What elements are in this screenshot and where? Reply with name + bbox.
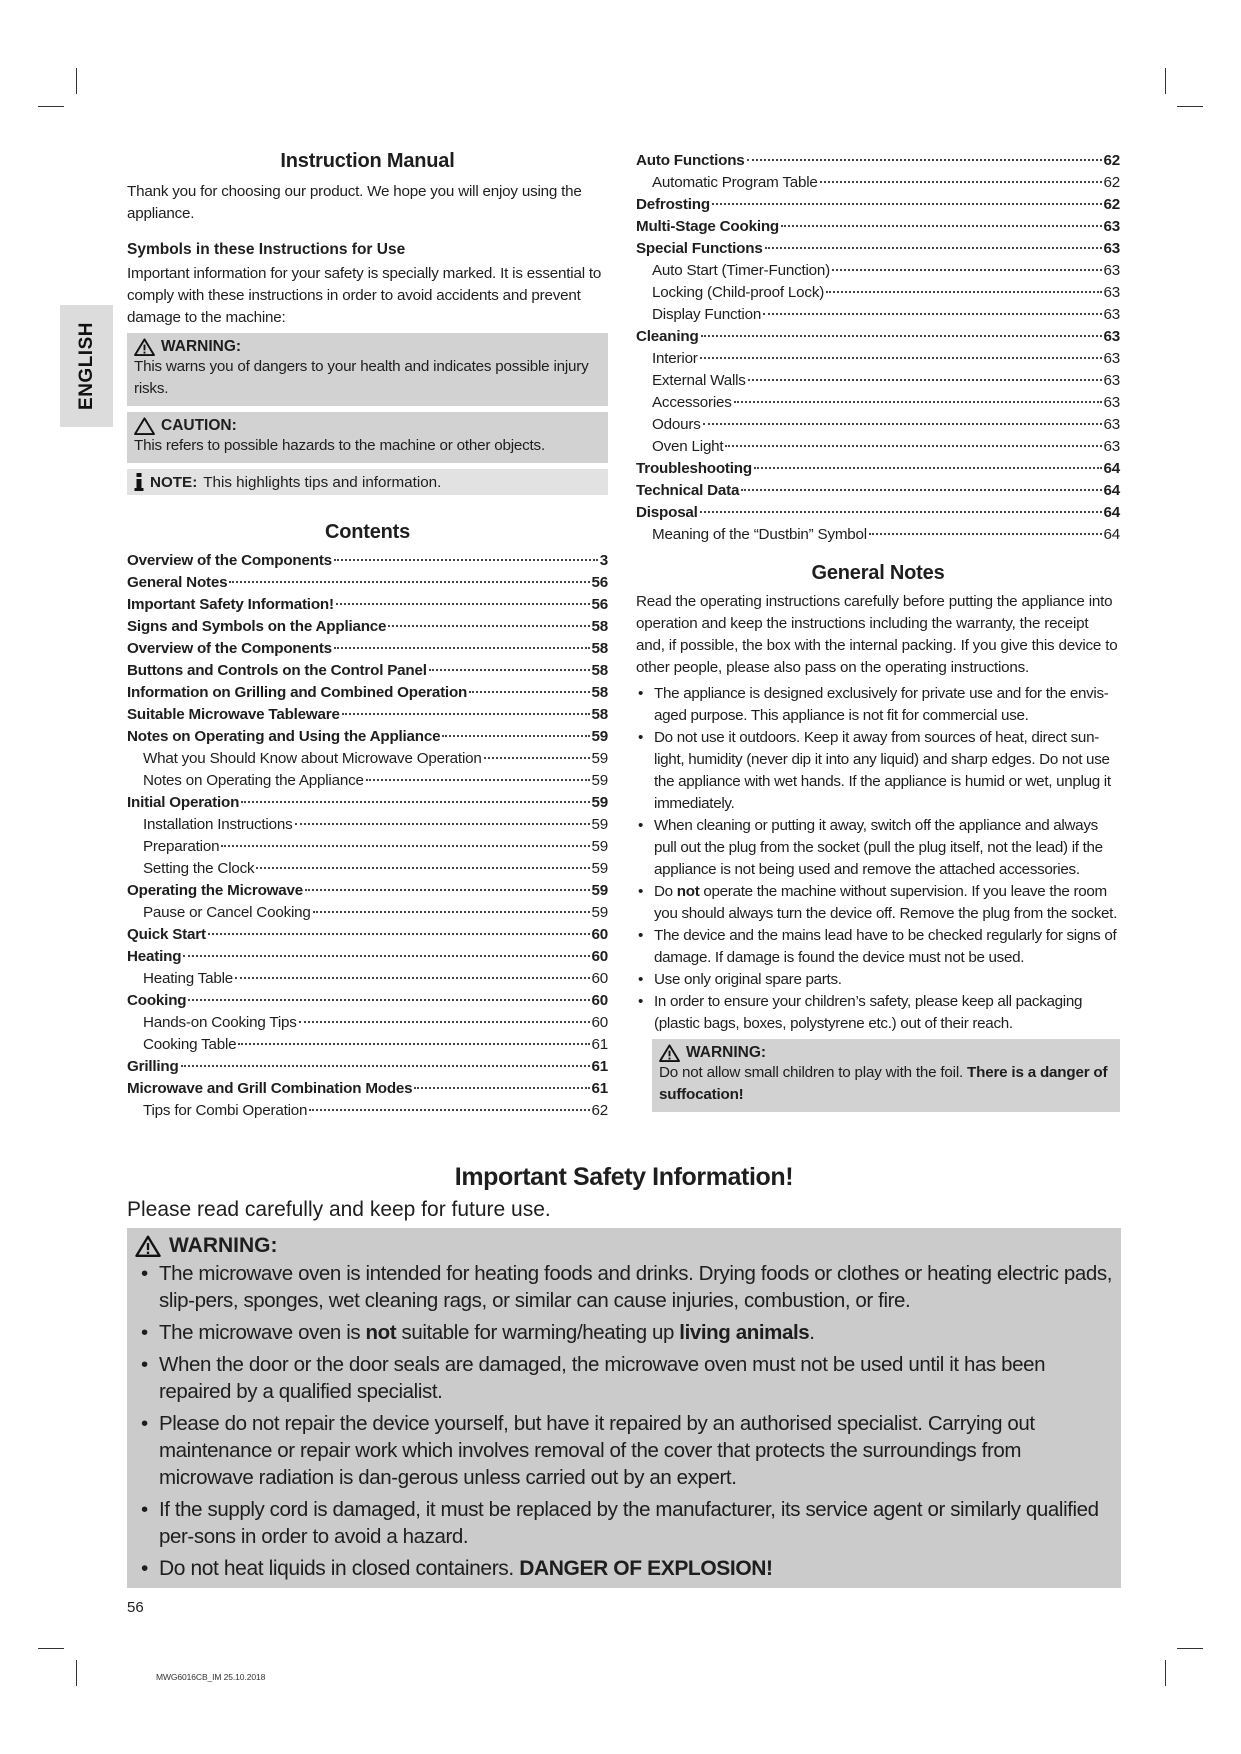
contents-list-right [636, 152, 1120, 548]
toc-entry-label: Information on Grilling and Combined Operation [127, 684, 468, 701]
toc-entry-page: 61 [591, 1036, 608, 1053]
toc-entry-label: Overview of the Components [127, 640, 332, 657]
toc-entry [636, 284, 1120, 306]
caution-box [127, 412, 608, 463]
toc-entry [636, 526, 1120, 548]
toc-entry-label: Automatic Program Table [652, 174, 818, 191]
toc-entry-page: 64 [1103, 504, 1120, 521]
toc-entry-label: Cleaning [636, 328, 699, 345]
toc-entry [127, 596, 608, 618]
toc-entry-label: Setting the Clock [143, 860, 255, 877]
list-item-text: Do not use it outdoors. Keep it away from sources of heat, direct sun-light, humidity (never dip it into any liquid) and sharp edges. Do not use the appliance with wet hands. If the appliance is humid or wet, unplug it immediately. [654, 729, 1111, 812]
toc-entry-page: 60 [591, 926, 608, 943]
toc-entry [127, 904, 608, 926]
toc-entry-page: 63 [1103, 438, 1120, 455]
toc-entry [127, 684, 608, 706]
toc-entry [636, 240, 1120, 262]
toc-entry-page: 59 [591, 904, 608, 921]
toc-leader-dots [313, 911, 590, 913]
toc-entry-page: 63 [1103, 394, 1120, 411]
toc-entry [636, 218, 1120, 240]
toc-entry-label: Auto Functions [636, 152, 745, 169]
toc-entry-label: Oven Light [652, 438, 724, 455]
safety-warning-box [127, 1228, 1121, 1588]
toc-leader-dots [221, 845, 589, 847]
toc-leader-dots [701, 335, 1102, 337]
toc-entry [636, 152, 1120, 174]
safety-intro: Please read carefully and keep for future use. [127, 1198, 551, 1221]
left-column [127, 150, 608, 1124]
toc-leader-dots [295, 823, 590, 825]
list-item-text: . [809, 1321, 815, 1344]
list-item-text: operate the machine without supervision. If you leave the room you should always turn the device off. Remove the plug from the socket. [654, 883, 1117, 922]
toc-entry [127, 794, 608, 816]
general-notes-warning-label: WARNING: [686, 1044, 767, 1061]
list-item [636, 815, 1120, 881]
crop-mark [38, 106, 64, 107]
toc-leader-dots [208, 933, 590, 935]
list-item [135, 1260, 1113, 1314]
toc-entry-label: Grilling [127, 1058, 179, 1075]
toc-entry-label: Cooking [127, 992, 187, 1009]
toc-leader-dots [305, 889, 589, 891]
toc-entry-label: Special Functions [636, 240, 763, 257]
toc-leader-dots [741, 489, 1101, 491]
toc-entry-label: Heating [127, 948, 182, 965]
note-label: NOTE: [150, 473, 198, 491]
safety-section [127, 1163, 1121, 1588]
toc-entry [127, 992, 608, 1014]
toc-entry [127, 750, 608, 772]
general-notes-warning-text [659, 1062, 1113, 1106]
toc-entry-label: Operating the Microwave [127, 882, 304, 899]
toc-entry-label: Tips for Combi Operation [143, 1102, 308, 1119]
toc-entry [636, 504, 1120, 526]
toc-leader-dots [342, 713, 590, 715]
toc-leader-dots [734, 401, 1102, 403]
toc-entry-page: 3 [599, 552, 608, 569]
toc-entry [127, 662, 608, 684]
toc-entry [127, 860, 608, 882]
list-item [636, 881, 1120, 925]
note-text: This highlights tips and information. [203, 473, 442, 491]
toc-entry-label: Cooking Table [143, 1036, 237, 1053]
list-item [636, 925, 1120, 969]
toc-entry-label: General Notes [127, 574, 228, 591]
toc-entry-page: 62 [591, 1102, 608, 1119]
general-notes-text: Read the operating instructions carefully before putting the appliance into operation and keep the instructions including the warranty, the receipt and, if possible, the box with the internal packing. If you give this device to other people, please also pass on the operating instructions. [636, 593, 1118, 676]
toc-entry-page: 58 [591, 684, 608, 701]
list-item-emphasis: living animals [679, 1321, 810, 1344]
toc-entry-label: Disposal [636, 504, 698, 521]
toc-entry [127, 838, 608, 860]
warning-text: This warns you of dangers to your health and indicates possible injury risks. [134, 358, 589, 397]
caution-label: CAUTION: [161, 417, 237, 434]
toc-leader-dots [484, 757, 590, 759]
toc-entry-page: 58 [591, 706, 608, 723]
crop-mark [38, 1648, 64, 1649]
toc-entry-page: 62 [1103, 152, 1120, 169]
toc-entry [636, 262, 1120, 284]
contents-list-left [127, 552, 608, 1124]
toc-entry [127, 948, 608, 970]
warning-box [127, 333, 608, 406]
warning-triangle-icon [135, 1235, 161, 1257]
language-tab [60, 305, 113, 427]
toc-entry-label: Defrosting [636, 196, 710, 213]
toc-entry-page: 63 [1103, 240, 1120, 257]
toc-leader-dots [241, 801, 589, 803]
toc-leader-dots [442, 735, 589, 737]
caution-triangle-icon [134, 417, 155, 435]
toc-leader-dots [235, 977, 590, 979]
list-item-text: In order to ensure your children’s safety, please keep all packaging (plastic bags, boxes, polystyrene etc.) out of their reach. [654, 993, 1083, 1032]
toc-entry-page: 61 [591, 1058, 608, 1075]
toc-entry-label: Buttons and Controls on the Control Panel [127, 662, 427, 679]
toc-leader-dots [869, 533, 1102, 535]
toc-entry-label: Locking (Child-proof Lock) [652, 284, 825, 301]
toc-leader-dots [712, 203, 1102, 205]
toc-entry-page: 63 [1103, 218, 1120, 235]
toc-entry [127, 706, 608, 728]
list-item-text: When the door or the door seals are damaged, the microwave oven must not be used until it has been repaired by a qualified specialist. [159, 1353, 1046, 1403]
toc-entry-label: Notes on Operating the Appliance [143, 772, 364, 789]
warning-triangle-icon [134, 338, 155, 356]
toc-entry-page: 58 [591, 640, 608, 657]
toc-entry-page: 60 [591, 948, 608, 965]
toc-entry-page: 60 [591, 1014, 608, 1031]
toc-entry-page: 63 [1103, 350, 1120, 367]
toc-leader-dots [334, 647, 590, 649]
toc-leader-dots [725, 445, 1101, 447]
toc-leader-dots [183, 955, 589, 957]
right-column [636, 152, 1120, 1112]
list-item-text: Do not heat liquids in closed containers. [159, 1557, 520, 1580]
crop-mark [1165, 68, 1166, 94]
toc-entry-label: Suitable Microwave Tableware [127, 706, 340, 723]
toc-entry [127, 1036, 608, 1058]
list-item [135, 1319, 1113, 1346]
crop-mark [1177, 106, 1203, 107]
list-item-text: The microwave oven is intended for heating foods and drinks. Drying foods or clothes or heating electric pads, slip-pers, sponges, wet cleaning rags, or similar can cause injuries, combustion, or fire. [159, 1262, 1113, 1312]
toc-entry [636, 328, 1120, 350]
safety-title: Important Safety Information! [454, 1163, 794, 1191]
caution-text: This refers to possible hazards to the machine or other objects. [134, 437, 545, 454]
toc-leader-dots [469, 691, 589, 693]
toc-leader-dots [703, 423, 1102, 425]
contents-title: Contents [324, 521, 411, 543]
toc-entry [636, 350, 1120, 372]
toc-entry-label: Notes on Operating and Using the Appliance [127, 728, 441, 745]
toc-entry-page: 64 [1103, 482, 1120, 499]
general-notes-warning-plain: Do not allow small children to play with the foil. [659, 1064, 968, 1081]
toc-entry-label: Auto Start (Timer-Function) [652, 262, 831, 279]
toc-entry-label: What you Should Know about Microwave Operation [143, 750, 482, 767]
toc-entry [127, 728, 608, 750]
toc-entry-page: 59 [591, 750, 608, 767]
list-item [135, 1555, 1113, 1582]
toc-entry-page: 62 [1103, 196, 1120, 213]
list-item-text: Use only original spare parts. [654, 971, 842, 988]
list-item [636, 969, 1120, 991]
toc-entry-page: 58 [591, 662, 608, 679]
intro-text: Thank you for choosing our product. We hope you will enjoy using the appliance. [127, 183, 582, 222]
toc-entry-page: 62 [1103, 174, 1120, 191]
toc-leader-dots [700, 511, 1102, 513]
toc-entry-page: 59 [591, 838, 608, 855]
toc-entry-label: Troubleshooting [636, 460, 752, 477]
toc-entry [127, 970, 608, 992]
safety-warning-label: WARNING: [169, 1234, 278, 1257]
toc-entry-page: 59 [591, 772, 608, 789]
toc-entry-page: 59 [591, 728, 608, 745]
toc-entry-page: 58 [591, 618, 608, 635]
symbols-heading: Symbols in these Instructions for Use [127, 241, 406, 258]
toc-leader-dots [238, 1043, 589, 1045]
list-item [636, 991, 1120, 1035]
list-item-text: The appliance is designed exclusively for private use and for the envis-aged purpose. This appliance is not fit for commercial use. [654, 685, 1109, 724]
toc-entry-label: Initial Operation [127, 794, 240, 811]
list-item [135, 1410, 1113, 1491]
toc-entry [127, 926, 608, 948]
toc-entry-label: Hands-on Cooking Tips [143, 1014, 297, 1031]
toc-leader-dots [765, 247, 1102, 249]
toc-entry-label: Multi-Stage Cooking [636, 218, 780, 235]
toc-entry [636, 196, 1120, 218]
toc-entry-page: 61 [591, 1080, 608, 1097]
toc-entry-page: 63 [1103, 372, 1120, 389]
toc-entry-label: Installation Instructions [143, 816, 293, 833]
instruction-manual-title: Instruction Manual [280, 150, 455, 172]
toc-leader-dots [388, 625, 589, 627]
list-item [135, 1351, 1113, 1405]
toc-entry-label: Microwave and Grill Combination Modes [127, 1080, 413, 1097]
toc-entry-page: 63 [1103, 262, 1120, 279]
toc-entry-page: 59 [591, 860, 608, 877]
general-notes-title: General Notes [811, 562, 945, 584]
warning-triangle-icon [659, 1044, 680, 1062]
toc-entry-page: 56 [591, 574, 608, 591]
toc-leader-dots [229, 581, 589, 583]
list-item-text: When cleaning or putting it away, switch off the appliance and always pull out the plug from the socket (pull the plug itself, not the lead) if the appliance is not being used and remove the attached accessories. [654, 817, 1103, 878]
crop-mark [1165, 1660, 1166, 1686]
toc-leader-dots [429, 669, 590, 671]
warning-label: WARNING: [161, 338, 242, 355]
toc-leader-dots [334, 559, 598, 561]
toc-entry-page: 63 [1103, 284, 1120, 301]
safety-list [135, 1260, 1113, 1582]
crop-mark [1177, 1648, 1203, 1649]
toc-leader-dots [366, 779, 590, 781]
list-item-text: suitable for warming/heating up [396, 1321, 680, 1344]
toc-entry-page: 64 [1103, 526, 1120, 543]
toc-entry-page: 63 [1103, 328, 1120, 345]
list-item-text: Please do not repair the device yourself, but have it repaired by an authorised specialist. Carrying out maintenance or repair work which involves removal of the cover that protects the surroundings from microwave radiation is dan-gerous unless carried out by an expert. [159, 1412, 1035, 1489]
toc-entry [636, 394, 1120, 416]
toc-entry [127, 1102, 608, 1124]
toc-leader-dots [747, 159, 1102, 161]
toc-entry [127, 1080, 608, 1102]
toc-entry-label: Technical Data [636, 482, 740, 499]
toc-leader-dots [763, 313, 1101, 315]
toc-entry [636, 174, 1120, 196]
toc-entry-label: Accessories [652, 394, 732, 411]
toc-entry [127, 574, 608, 596]
toc-leader-dots [188, 999, 589, 1001]
toc-entry-label: Interior [652, 350, 698, 367]
toc-entry [636, 416, 1120, 438]
toc-entry [127, 640, 608, 662]
page-number: 56 [127, 1599, 144, 1616]
toc-entry [127, 618, 608, 640]
note-box [127, 469, 608, 495]
toc-entry-page: 59 [591, 882, 608, 899]
toc-entry-page: 59 [591, 794, 608, 811]
toc-entry-label: Display Function [652, 306, 762, 323]
toc-entry-page: 59 [591, 816, 608, 833]
toc-leader-dots [181, 1065, 590, 1067]
general-notes-list [636, 683, 1120, 1035]
toc-entry [636, 372, 1120, 394]
toc-entry-label: Preparation [143, 838, 220, 855]
toc-entry [127, 882, 608, 904]
list-item-text: Do [654, 883, 677, 900]
toc-entry-page: 64 [1103, 460, 1120, 477]
toc-leader-dots [309, 1109, 589, 1111]
toc-entry [127, 1014, 608, 1036]
general-notes-warning-bold: There is a danger of suffocation! [659, 1064, 1108, 1103]
toc-entry [127, 552, 608, 574]
toc-leader-dots [754, 467, 1102, 469]
toc-entry [127, 816, 608, 838]
toc-entry-page: 56 [591, 596, 608, 613]
toc-leader-dots [820, 181, 1102, 183]
info-icon [134, 473, 144, 491]
crop-mark [76, 1660, 77, 1686]
list-item [636, 727, 1120, 815]
toc-entry-page: 63 [1103, 416, 1120, 433]
toc-entry [127, 1058, 608, 1080]
toc-leader-dots [256, 867, 589, 869]
list-item-text: If the supply cord is damaged, it must be replaced by the manufacturer, its service agent or similarly qualified per-sons in order to avoid a hazard. [159, 1498, 1099, 1548]
toc-entry-label: Odours [652, 416, 701, 433]
toc-entry-label: Pause or Cancel Cooking [143, 904, 311, 921]
toc-entry-page: 63 [1103, 306, 1120, 323]
list-item-emphasis: not [365, 1321, 397, 1344]
general-notes-warning-box [652, 1039, 1120, 1112]
toc-leader-dots [299, 1021, 590, 1023]
toc-leader-dots [414, 1087, 589, 1089]
toc-entry-label: External Walls [652, 372, 746, 389]
toc-leader-dots [781, 225, 1101, 227]
toc-leader-dots [336, 603, 590, 605]
toc-entry-label: Overview of the Components [127, 552, 332, 569]
language-tab-label: ENGLISH [75, 322, 97, 410]
toc-entry-label: Important Safety Information! [127, 596, 334, 613]
toc-entry [636, 306, 1120, 328]
list-item [135, 1496, 1113, 1550]
toc-entry [636, 482, 1120, 504]
list-item-emphasis: DANGER OF EXPLOSION! [519, 1557, 773, 1580]
list-item-text: The microwave oven is [159, 1321, 366, 1344]
toc-entry-page: 60 [591, 970, 608, 987]
toc-entry-label: Signs and Symbols on the Appliance [127, 618, 387, 635]
footer-code: MWG6016CB_IM 25.10.2018 [156, 1672, 266, 1682]
toc-entry [127, 772, 608, 794]
toc-entry-label: Meaning of the “Dustbin” Symbol [652, 526, 867, 543]
toc-leader-dots [748, 379, 1102, 381]
list-item-emphasis: not [676, 883, 700, 900]
toc-entry-label: Quick Start [127, 926, 206, 943]
toc-leader-dots [832, 269, 1101, 271]
toc-entry-page: 60 [591, 992, 608, 1009]
toc-entry-label: Heating Table [143, 970, 233, 987]
toc-entry [636, 460, 1120, 482]
list-item [636, 683, 1120, 727]
toc-leader-dots [700, 357, 1102, 359]
toc-entry [636, 438, 1120, 460]
toc-leader-dots [826, 291, 1101, 293]
crop-mark [76, 68, 77, 94]
symbols-text: Important information for your safety is specially marked. It is essential to comply with these instructions in order to avoid accidents and prevent damage to the machine: [127, 265, 602, 326]
list-item-text: The device and the mains lead have to be checked regularly for signs of damage. If damage is found the device must not be used. [654, 927, 1117, 966]
